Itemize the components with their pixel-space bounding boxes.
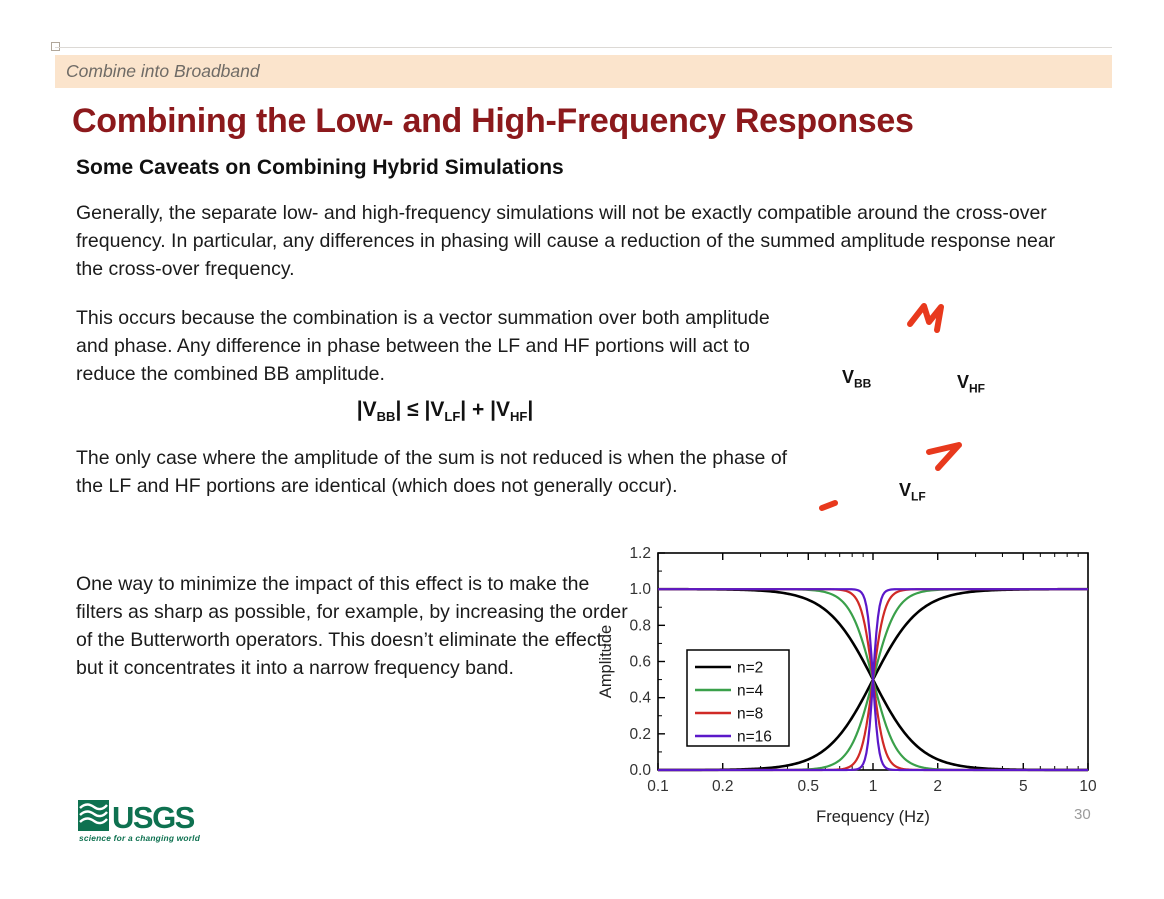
y-tick-label: 0.6 <box>629 653 651 671</box>
annotation-dash-icon <box>822 503 835 508</box>
y-tick-label: 0.0 <box>629 762 651 779</box>
paragraph-compatibility: Generally, the separate low- and high-frequency simulations will not be exactly compatible around the cross-over frequency. In particular, any differences in phasing will cause a reduction of the summed amplitude response near the cross-over frequency. <box>76 202 1056 280</box>
legend-label-n=4: n=4 <box>737 682 764 700</box>
section-header-bar <box>55 55 1112 88</box>
legend-label-n=2: n=2 <box>737 659 764 677</box>
paragraph-sharp-filters: One way to minimize the impact of this effect is to make the filters as sharp as possible, for example, by increasing the order of the Butterworth operators. This doesn’t eliminate the effect, but it concentrates it into a narrow frequency band. <box>76 573 628 679</box>
y-tick-label: 0.4 <box>629 689 651 707</box>
annotation-arrowhead-top-icon <box>910 306 941 330</box>
usgs-logo-group <box>78 800 201 843</box>
formula-part: |V <box>356 398 377 421</box>
x-tick-label: 1 <box>868 778 878 795</box>
vhf-sub: HF <box>969 381 986 396</box>
butterworth-filter-chart <box>595 540 1115 840</box>
y-tick-label: 1.0 <box>629 581 651 599</box>
x-tick-label: 0.2 <box>711 778 734 795</box>
x-tick-label: 5 <box>1018 778 1028 795</box>
vbb-base: V <box>842 367 855 387</box>
paragraph-identical-phase: The only case where the amplitude of the sum is not reduced is when the phase of the LF and HF portions are identical (which does not generally occur). <box>76 447 788 497</box>
x-tick-label: 2 <box>933 778 943 795</box>
vlf-base: V <box>899 480 912 500</box>
y-tick-label: 0.2 <box>629 725 651 743</box>
formula-sub-hf: HF <box>509 409 528 425</box>
x-axis-label: Frequency (Hz) <box>816 808 930 826</box>
vhf-base: V <box>957 372 970 392</box>
usgs-logo <box>78 797 248 845</box>
amplitude-inequality-formula <box>290 398 600 424</box>
x-tick-label: 10 <box>1079 778 1097 795</box>
usgs-wordmark: USGS <box>112 800 194 835</box>
slide-title: Combining the Low- and High-Frequency Responses <box>72 102 914 140</box>
legend-label-n=8: n=8 <box>737 705 764 723</box>
legend-label-n=16: n=16 <box>737 728 772 746</box>
formula-part: | ≤ |V <box>395 398 445 421</box>
annotation-arrowhead-mid-icon <box>929 445 959 468</box>
y-tick-label: 1.2 <box>629 545 651 562</box>
y-axis-label: Amplitude <box>597 624 615 699</box>
filter-response-plot <box>595 540 1115 840</box>
annotation-group <box>822 306 959 508</box>
section-header-label: Combine into Broadband <box>66 61 260 81</box>
vbb-sub: BB <box>854 376 872 391</box>
formula-sub-bb: BB <box>376 409 396 425</box>
formula-sub-lf: LF <box>444 409 461 425</box>
paragraph-vector-summation: This occurs because the combination is a vector summation over both amplitude and phase. Any difference in phase between the LF and HF portions will act to reduce the combined BB amplitude. <box>76 307 770 385</box>
vlf-sub: LF <box>911 489 926 504</box>
x-tick-label: 0.1 <box>647 778 669 795</box>
x-tick-label: 0.5 <box>797 778 820 795</box>
red-pen-annotations <box>805 290 985 520</box>
slide-subtitle: Some Caveats on Combining Hybrid Simulations <box>76 156 564 179</box>
page-number: 30 <box>1074 806 1091 823</box>
formula-part: | + |V <box>460 398 510 421</box>
formula-part: | <box>527 398 534 421</box>
usgs-tagline: science for a changing world <box>79 833 201 843</box>
top-divider <box>55 47 1112 48</box>
y-tick-label: 0.8 <box>629 617 651 635</box>
